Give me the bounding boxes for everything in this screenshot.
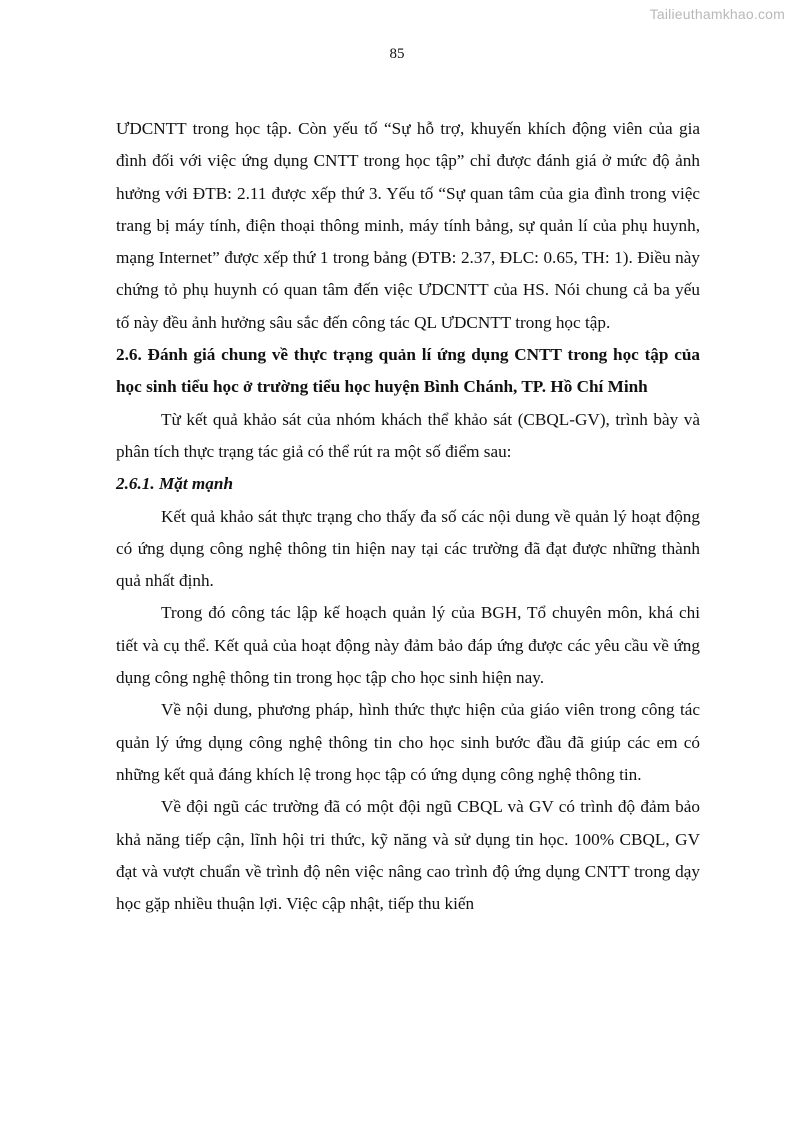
paragraph-strengths-survey: Kết quả khảo sát thực trạng cho thấy đa số các nội dung về quản lý hoạt động có ứng dụng công nghệ thông tin hiện nay tại các trường đã đạt được những thành quả nhất định.: [116, 506, 700, 591]
document-body: [116, 113, 700, 920]
subsection-heading-2-6-1: 2.6.1. Mặt mạnh: [116, 474, 233, 494]
paragraph-planning: Trong đó công tác lập kế hoạch quản lý của BGH, Tổ chuyên môn, khá chi tiết và cụ thể. Kết quả của hoạt động này đảm bảo đáp ứng được các yêu cầu về ứng dụng công nghệ thông tin trong học tập cho học sinh hiện nay.: [116, 603, 700, 688]
page-number: 85: [389, 46, 405, 62]
paragraph-staff: Về đội ngũ các trường đã có một đội ngũ CBQL và GV có trình độ đảm bảo khả năng tiếp cận, lĩnh hội tri thức, kỹ năng và sử dụng tin học. 100% CBQL, GV đạt và vượt chuẩn về trình độ nên việc nâng cao trình độ ứng dụng CNTT trong dạy học gặp nhiều thuận lợi. Việc cập nhật, tiếp thu kiến: [116, 797, 700, 914]
paragraph-teacher-methods: Về nội dung, phương pháp, hình thức thực hiện của giáo viên trong công tác quản lý ứng dụng công nghệ thông tin cho học sinh bước đầu đã giúp các em có những kết quả đáng khích lệ trong học tập có ứng dụng công nghệ thông tin.: [116, 700, 700, 784]
paragraph-intro: Từ kết quả khảo sát của nhóm khách thể khảo sát (CBQL-GV), trình bày và phân tích thực trạng tác giả có thể rút ra một số điểm sau:: [116, 409, 700, 461]
watermark-text: Tailieuthamkhao.com: [649, 6, 785, 22]
paragraph-continuation: ƯDCNTT trong học tập. Còn yếu tố “Sự hỗ trợ, khuyến khích động viên của gia đình đối với việc ứng dụng CNTT trong học tập” chỉ được đánh giá ở mức độ ảnh hưởng với ĐTB: 2.11 được xếp thứ 3. Yếu tố “Sự quan tâm của gia đình trong việc trang bị máy tính, điện thoại thông minh, máy tính bảng, sự quản lí của phụ huynh, mạng Internet” được xếp thứ 1 trong bảng (ĐTB: 2.37, ĐLC: 0.65, TH: 1). Điều này chứng tỏ phụ huynh có quan tâm đến việc ƯDCNTT của HS. Nói chung cả ba yếu tố này đều ảnh hưởng sâu sắc đến công tác QL ƯDCNTT trong học tập.: [116, 119, 700, 332]
section-heading-2-6: 2.6. Đánh giá chung về thực trạng quản lí ứng dụng CNTT trong học tập của học sinh tiểu học ở trường tiểu học huyện Bình Chánh, TP. Hồ Chí Minh: [116, 345, 700, 397]
